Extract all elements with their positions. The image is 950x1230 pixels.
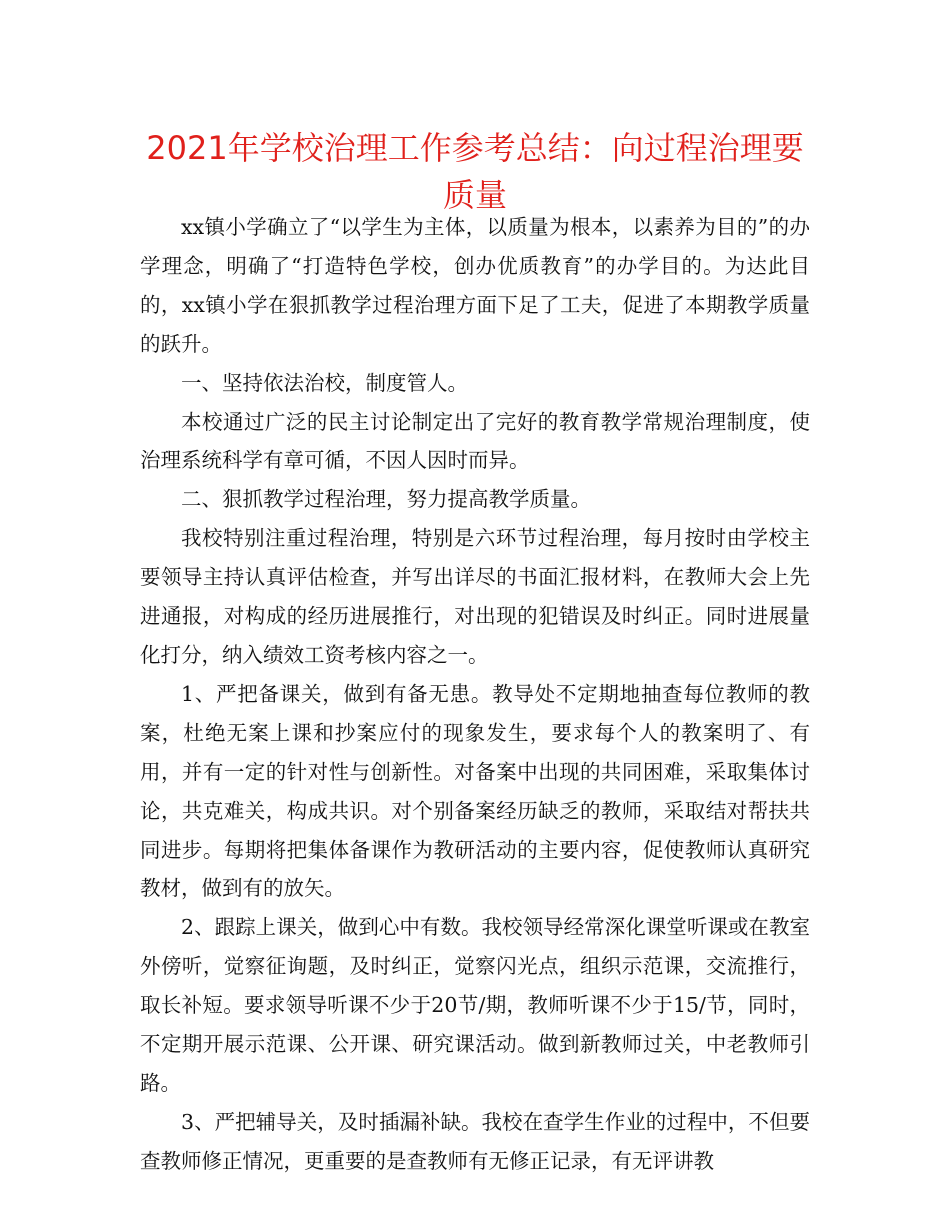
paragraph-item-3: 3、严把辅导关，及时插漏补缺。我校在查学生作业的过程中，不但要查教师修正情况，更重要的是查教师有无修正记录，有无评讲教 — [140, 1109, 810, 1173]
section-heading-2: 二、狠抓教学过程治理，努力提高教学质量。 — [181, 487, 591, 512]
section-heading-1: 一、坚持依法治校，制度管人。 — [181, 370, 468, 395]
document-title-line-2: 质量 — [442, 176, 507, 214]
document-body — [140, 208, 810, 1181]
paragraph-intro: xx镇小学确立了“以学生为主体，以质量为根本，以素养为目的”的办学理念，明确了“打造特色学校，创办优质教育”的办学目的。为达此目的，xx镇小学在狠抓教学过程治理方面下足了工夫，促进了本期教学质量的跃升。 — [140, 215, 810, 356]
paragraph-item-2: 2、跟踪上课关，做到心中有数。我校领导经常深化课堂听课或在教室外傍听，觉察征询题，及时纠正，觉察闪光点，组织示范课，交流推行，取长补短。要求领导听课不少于20节/期，教师听课不少于15/节，同时，不定期开展示范课、公开课、研究课活动。做到新教师过关，中老教师引路。 — [140, 915, 810, 1095]
paragraph-item-1: 1、严把备课关，做到有备无患。教导处不定期地抽查每位教师的教案，杜绝无案上课和抄案应付的现象发生，要求每个人的教案明了、有用，并有一定的针对性与创新性。对备案中出现的共同困难，采取集体讨论，共克难关，构成共识。对个别备案经历缺乏的教师，采取结对帮扶共同进步。每期将把集体备课作为教研活动的主要内容，促使教师认真研究教材，做到有的放矢。 — [140, 681, 810, 901]
document-title-line-1: 2021年学校治理工作参考总结：向过程治理要 — [146, 129, 804, 167]
paragraph-section-1: 本校通过广泛的民主讨论制定出了完好的教育教学常规治理制度，使治理系统科学有章可循，不因人因时而异。 — [140, 409, 810, 473]
paragraph-section-2: 我校特别注重过程治理，特别是六环节过程治理，每月按时由学校主要领导主持认真评估检查，并写出详尽的书面汇报材料，在教师大会上先进通报，对构成的经历进展推行，对出现的犯错误及时纠正。同时进展量化打分，纳入绩效工资考核内容之一。 — [140, 526, 810, 667]
